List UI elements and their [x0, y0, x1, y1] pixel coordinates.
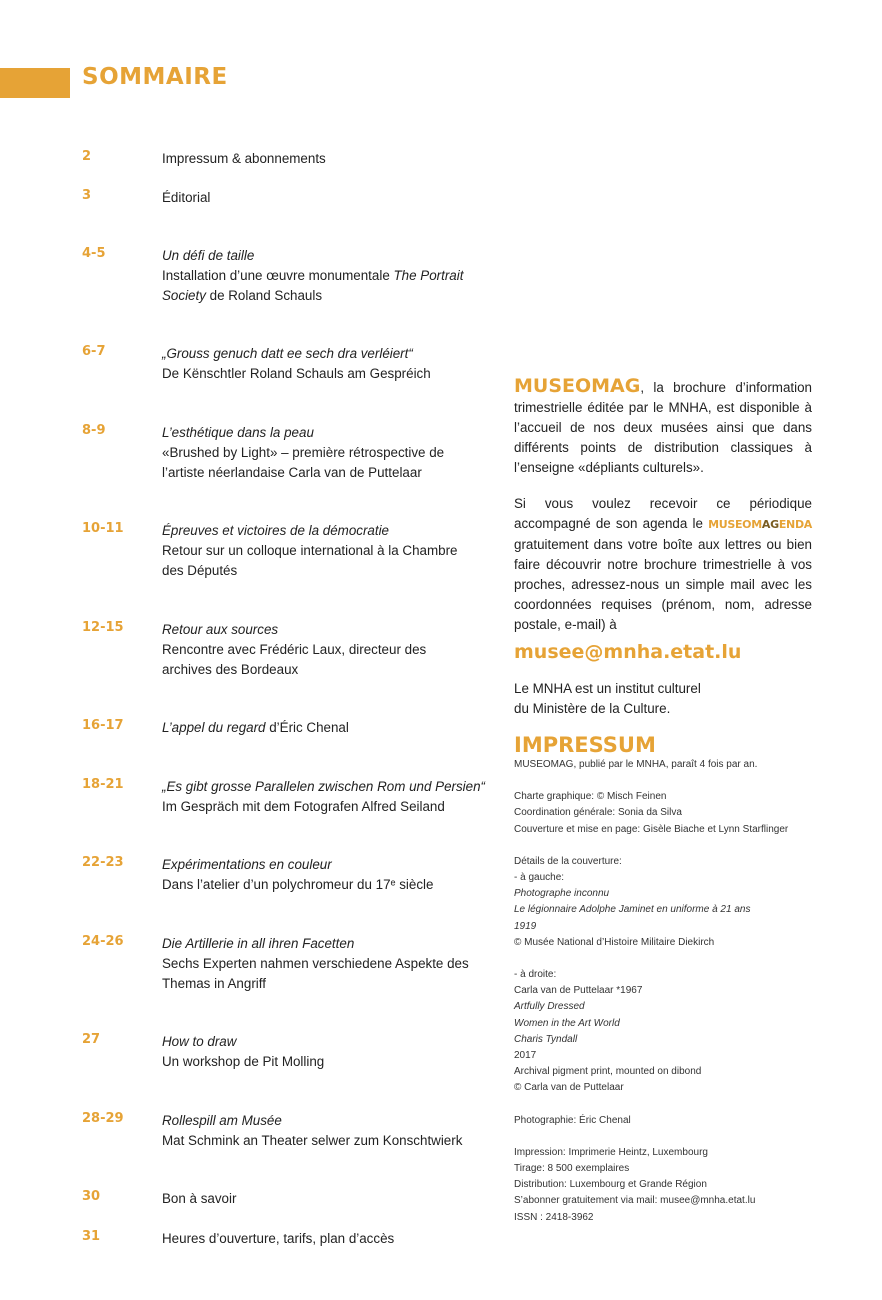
toc-line: Sechs Experten nahmen verschiedene Aspekte des: [162, 956, 469, 971]
toc-line: Rencontre avec Frédéric Laux, directeur des: [162, 642, 427, 657]
email-link[interactable]: musee@mnha.etat.lu: [514, 641, 742, 663]
impressum-row: [514, 1016, 812, 1032]
toc-page-number: 16-17: [82, 718, 124, 733]
impressum-line: Archival pigment print, mounted on dibond: [514, 1066, 702, 1078]
toc-line-part: The Portrait: [393, 268, 464, 283]
toc-text: [162, 718, 502, 738]
toc-page-number: 8-9: [82, 423, 106, 438]
impressum-line: Photographie: Éric Chenal: [514, 1114, 631, 1126]
impressum-row: [514, 1177, 812, 1193]
toc-text: [162, 521, 502, 581]
impressum-spacer: [514, 951, 812, 967]
toc-text: [162, 855, 502, 895]
toc-line: archives des Bordeaux: [162, 662, 299, 677]
toc-page-number: 22-23: [82, 855, 124, 870]
toc-page-number: 18-21: [82, 777, 124, 792]
impressum-line: Détails de la couverture:: [514, 855, 622, 867]
institut-note: [514, 679, 812, 719]
impressum-line: Tirage: 8 500 exemplaires: [514, 1163, 630, 1175]
logo-part-b: AG: [761, 518, 779, 531]
info-column: [514, 376, 812, 1226]
toc-subtitle: Un défi de taille: [162, 248, 255, 263]
impressum-row: [514, 1032, 812, 1048]
toc-text: [162, 188, 502, 208]
impressum-line: Le légionnaire Adolphe Jaminet en uniforme à 21 ans: [514, 904, 751, 916]
museomagenda-logo: [708, 518, 812, 531]
toc-line: Themas in Angriff: [162, 976, 266, 991]
toc-text: [162, 934, 502, 994]
impressum-row: [514, 902, 812, 918]
toc-page-number: 27: [82, 1032, 101, 1047]
subscription-text-b: gratuitement dans votre boîte aux lettres ou bien faire découvrir notre brochure trimestrielle à vos proches, adressez-nous un simple mail avec les coordonnées requises (prénom, nom, adresse postale, e-mail) à: [514, 537, 812, 632]
toc-line: [162, 266, 502, 286]
impressum-line: S’abonner gratuitement via mail: musee@mnha.etat.lu: [514, 1195, 756, 1207]
toc-line-part: Society: [162, 288, 206, 303]
toc-page-number: 4-5: [82, 246, 106, 261]
toc-text: [162, 246, 502, 306]
impressum-spacer: [514, 1129, 812, 1145]
toc-text: [162, 1032, 502, 1072]
impressum-title: IMPRESSUM: [514, 733, 656, 757]
impressum-row: [514, 886, 812, 902]
toc-line: Impressum & abonnements: [162, 151, 326, 166]
impressum-line: Carla van de Puttelaar *1967: [514, 985, 643, 997]
impressum-row: [514, 805, 812, 821]
toc-line: Heures d’ouverture, tarifs, plan d’accès: [162, 1231, 395, 1246]
impressum-row: [514, 1145, 812, 1161]
impressum-row: [514, 757, 812, 773]
toc-subtitle: L’esthétique dans la peau: [162, 425, 314, 440]
impressum-line: © Carla van de Puttelaar: [514, 1082, 624, 1094]
toc-line: des Députés: [162, 563, 238, 578]
impressum-line: ISSN : 2418-3962: [514, 1211, 594, 1223]
toc-text: [162, 344, 502, 384]
impressum-line: Photographe inconnu: [514, 888, 610, 900]
toc-line-rest: d’Éric Chenal: [265, 720, 349, 735]
museomag-brand: MUSEOMAG: [514, 375, 641, 397]
museomag-intro: [514, 376, 812, 478]
impressum-row: [514, 854, 812, 870]
impressum-spacer: [514, 838, 812, 854]
impressum-row: [514, 1048, 812, 1064]
toc-page-number: 31: [82, 1229, 101, 1244]
subscription-text-a: Si vous voulez recevoir ce périodique accompagné de son agenda le: [514, 496, 812, 531]
toc-line: Dans l’atelier d’un polychromeur du 17ᵉ siècle: [162, 877, 434, 892]
impressum-line: Charte graphique: © Misch Feinen: [514, 791, 667, 803]
toc-line: [162, 718, 502, 738]
impressum-row: [514, 1113, 812, 1129]
impressum-row: [514, 967, 812, 983]
impressum-line: Coordination générale: Sonia da Silva: [514, 807, 682, 819]
logo-part-c: ENDA: [778, 518, 812, 531]
toc-line: Retour sur un colloque international à la Chambre: [162, 543, 458, 558]
toc-line-part: de Roland Schauls: [205, 288, 323, 303]
impressum-row: [514, 822, 812, 838]
toc-text: [162, 1111, 502, 1151]
impressum-spacer: [514, 773, 812, 789]
toc-line: Im Gespräch mit dem Fotografen Alfred Seiland: [162, 799, 445, 814]
toc-page-number: 24-26: [82, 934, 124, 949]
toc-subtitle: „Es gibt grosse Parallelen zwischen Rom und Persien“: [162, 779, 486, 794]
toc-text: [162, 149, 502, 169]
impressum-line: MUSEOMAG, publié par le MNHA, paraît 4 fois par an.: [514, 759, 758, 770]
toc-text: [162, 423, 502, 483]
toc-line: Un workshop de Pit Molling: [162, 1054, 325, 1069]
impressum-line: 2017: [514, 1050, 537, 1062]
impressum-row: [514, 1161, 812, 1177]
toc-line-part: Installation d’une œuvre monumentale: [162, 268, 394, 283]
impressum-row: [514, 789, 812, 805]
toc-page-number: 6-7: [82, 344, 106, 359]
toc-subtitle: Retour aux sources: [162, 622, 279, 637]
impressum-line: © Musée National d’Histoire Militaire Diekirch: [514, 936, 715, 948]
impressum-spacer: [514, 1097, 812, 1113]
intro-text: , la brochure d’information trimestrielle éditée par le MNHA, est disponible à l’accueil de nos deux musées ainsi que dans différents points de distribution classiques à l’enseigne «dépliants culturels».: [514, 380, 812, 475]
logo-part-a: MUSEOM: [708, 518, 762, 531]
impressum-line: Impression: Imprimerie Heintz, Luxembourg: [514, 1146, 708, 1158]
impressum-row: [514, 999, 812, 1015]
impressum-row: [514, 1064, 812, 1080]
page-title: SOMMAIRE: [82, 64, 228, 90]
toc-page-number: 3: [82, 188, 92, 203]
toc-subtitle: L’appel du regard: [162, 720, 266, 735]
impressum-body: [514, 757, 812, 1226]
impressum-line: Artfully Dressed: [514, 1001, 585, 1013]
impressum-row: [514, 870, 812, 886]
impressum-row: [514, 919, 812, 935]
impressum-row: [514, 935, 812, 951]
toc-line: l’artiste néerlandaise Carla van de Puttelaar: [162, 465, 422, 480]
toc-line: Bon à savoir: [162, 1191, 237, 1206]
impressum-line: Couverture et mise en page: Gisèle Biache et Lynn Starflinger: [514, 823, 789, 835]
toc-text: [162, 1189, 502, 1209]
toc-line: [162, 286, 502, 306]
impressum-line: - à gauche:: [514, 872, 565, 884]
toc-page-number: 12-15: [82, 620, 124, 635]
toc-text: [162, 620, 502, 680]
toc-line: De Kënschtler Roland Schauls am Gespréich: [162, 366, 431, 381]
toc-subtitle: How to draw: [162, 1034, 237, 1049]
toc-subtitle: „Grouss genuch datt ee sech dra verléiert“: [162, 346, 413, 361]
toc-subtitle: Expérimentations en couleur: [162, 857, 332, 872]
impressum-row: [514, 1210, 812, 1226]
toc-line: Mat Schmink an Theater selwer zum Konschtwierk: [162, 1133, 463, 1148]
subscription-text: [514, 494, 812, 635]
toc-page-number: 10-11: [82, 521, 124, 536]
toc-line: «Brushed by Light» – première rétrospective de: [162, 445, 445, 460]
toc-subtitle: Rollespill am Musée: [162, 1113, 282, 1128]
toc-page-number: 30: [82, 1189, 101, 1204]
toc-line: Éditorial: [162, 190, 211, 205]
impressum-row: [514, 1080, 812, 1096]
impressum-line: Women in the Art World: [514, 1017, 620, 1029]
toc-subtitle: Épreuves et victoires de la démocratie: [162, 523, 390, 538]
impressum-line: - à droite:: [514, 969, 557, 981]
toc-text: [162, 777, 502, 817]
institut-line-2: du Ministère de la Culture.: [514, 701, 671, 716]
impressum-line: Charis Tyndall: [514, 1033, 578, 1045]
impressum-row: [514, 983, 812, 999]
toc-subtitle: Die Artillerie in all ihren Facetten: [162, 936, 355, 951]
institut-line-1: Le MNHA est un institut culturel: [514, 681, 701, 696]
toc-page-number: 2: [82, 149, 92, 164]
impressum-line: 1919: [514, 920, 537, 932]
impressum-row: [514, 1193, 812, 1209]
header-accent-bar: [0, 68, 70, 98]
impressum-line: Distribution: Luxembourg et Grande Région: [514, 1179, 707, 1191]
toc-text: [162, 1229, 502, 1249]
toc-page-number: 28-29: [82, 1111, 124, 1126]
